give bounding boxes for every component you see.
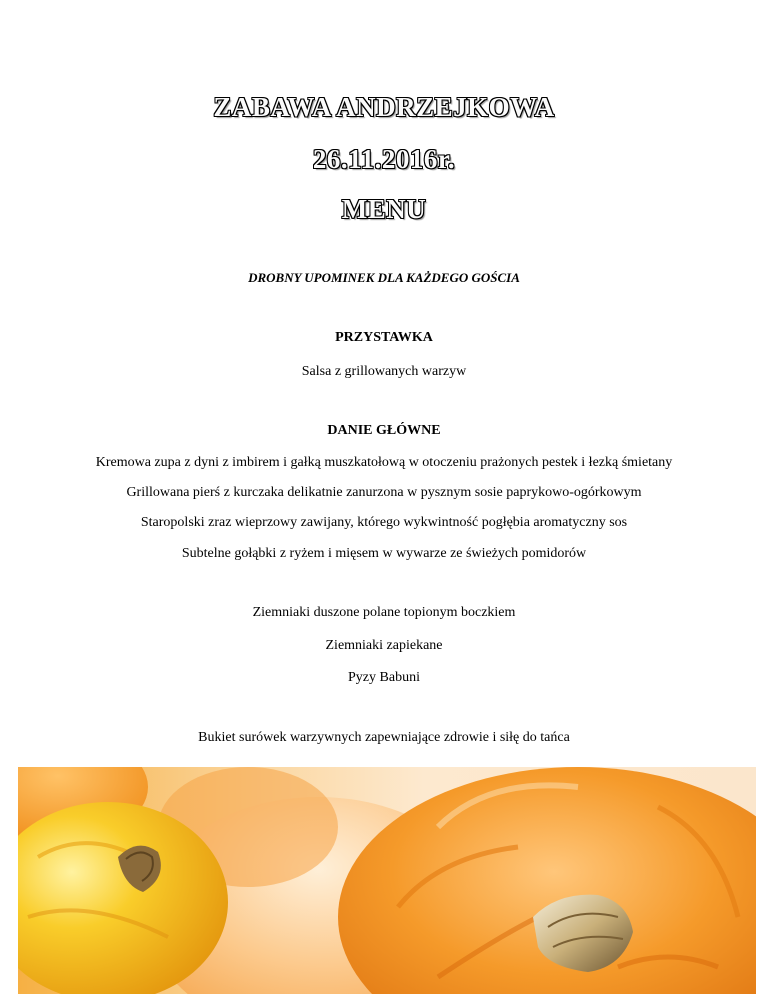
main-course-item: Grillowana pierś z kurczaka delikatnie zanurzona w pysznym sosie paprykowo-ogórkowym [126, 485, 642, 500]
side-dish-item: Ziemniaki duszone polane topionym boczkiem [252, 605, 516, 620]
main-course-item: Subtelne gołąbki z ryżem i mięsem w wywarze ze świeżych pomidorów [181, 546, 587, 561]
side-dish-item: Pyzy Babuni [348, 670, 420, 685]
side-dish-item: Ziemniaki zapiekane [325, 638, 443, 653]
gift-note: DROBNY UPOMINEK DLA KAŻDEGO GOŚCIA [248, 270, 520, 285]
main-course-item: Staropolski zraz wieprzowy zawijany, którego wykwintność pogłębia aromatyczny sos [140, 515, 628, 530]
pumpkin-photo [18, 767, 756, 994]
starter-item: Salsa z grillowanych warzyw [301, 364, 467, 379]
event-date: 26.11.2016r. [312, 144, 456, 174]
menu-heading: MENU [341, 194, 427, 224]
salads-item: Bukiet surówek warzywnych zapewniające zdrowie i siłę do tańca [198, 730, 570, 745]
main-course-item: Kremowa zupa z dyni z imbirem i gałką muszkatołową w otoczeniu prażonych pestek i łezką śmietany [95, 455, 673, 470]
starter-heading: PRZYSTAWKA [335, 330, 433, 345]
event-title: ZABAWA ANDRZEJKOWA [213, 92, 555, 122]
main-course-heading: DANIE GŁÓWNE [327, 423, 441, 438]
